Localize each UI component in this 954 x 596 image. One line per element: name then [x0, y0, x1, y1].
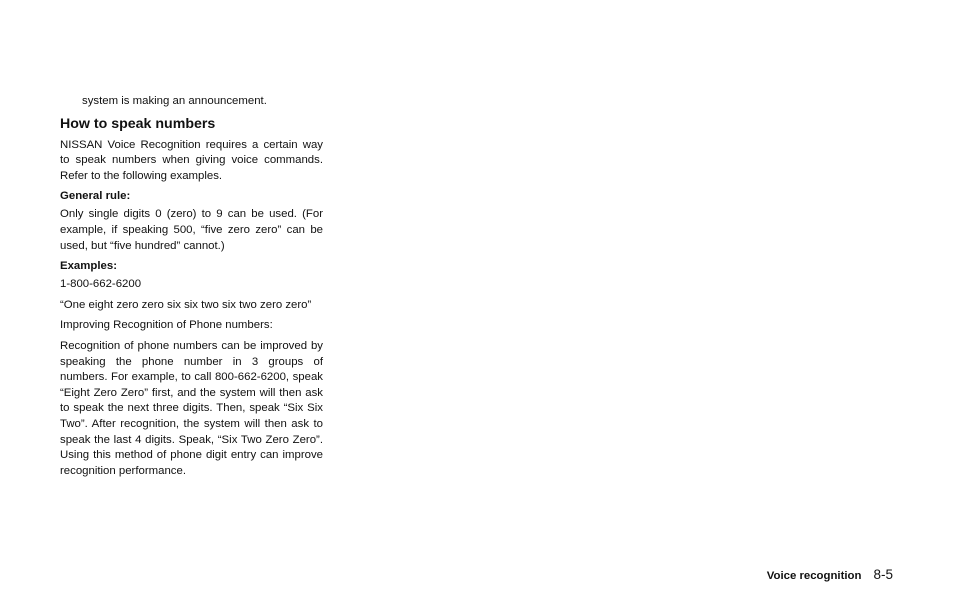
general-rule-title: General rule:: [60, 190, 131, 203]
examples-title: Examples:: [60, 260, 117, 273]
improving-text: Recognition of phone numbers can be improved by speaking the phone number in 3 groups of numbers. For example, to call 800-662-6200, speak “Eight Zero Zero” first, and the system will then ask to speak the next three digits. Then, speak “Six Six Two”. After recognition, the system will then ask to speak the last 4 digits. Speak, “Six Two Zero Zero”. Using this method of phone digit entry can improve recognition performance.: [60, 339, 323, 477]
text-column: [60, 94, 323, 484]
page-footer: [767, 567, 893, 582]
example-number: 1-800-662-6200: [60, 278, 142, 291]
page-number: 8-5: [873, 567, 893, 582]
continued-text: system is making an announcement.: [82, 95, 267, 107]
intro-paragraph: NISSAN Voice Recognition requires a certain way to speak numbers when giving voice commands. Refer to the following examples.: [60, 138, 323, 182]
general-rule-text: Only single digits 0 (zero) to 9 can be used. (For example, if speaking 500, “five zero zero” can be used, but “five hundred” cannot.): [60, 208, 323, 252]
example-spoken: “One eight zero zero six six two six two zero zero”: [60, 298, 312, 311]
section-heading: How to speak numbers: [60, 115, 216, 132]
improving-title: Improving Recognition of Phone numbers:: [60, 319, 273, 332]
footer-section-title: Voice recognition: [766, 570, 862, 582]
